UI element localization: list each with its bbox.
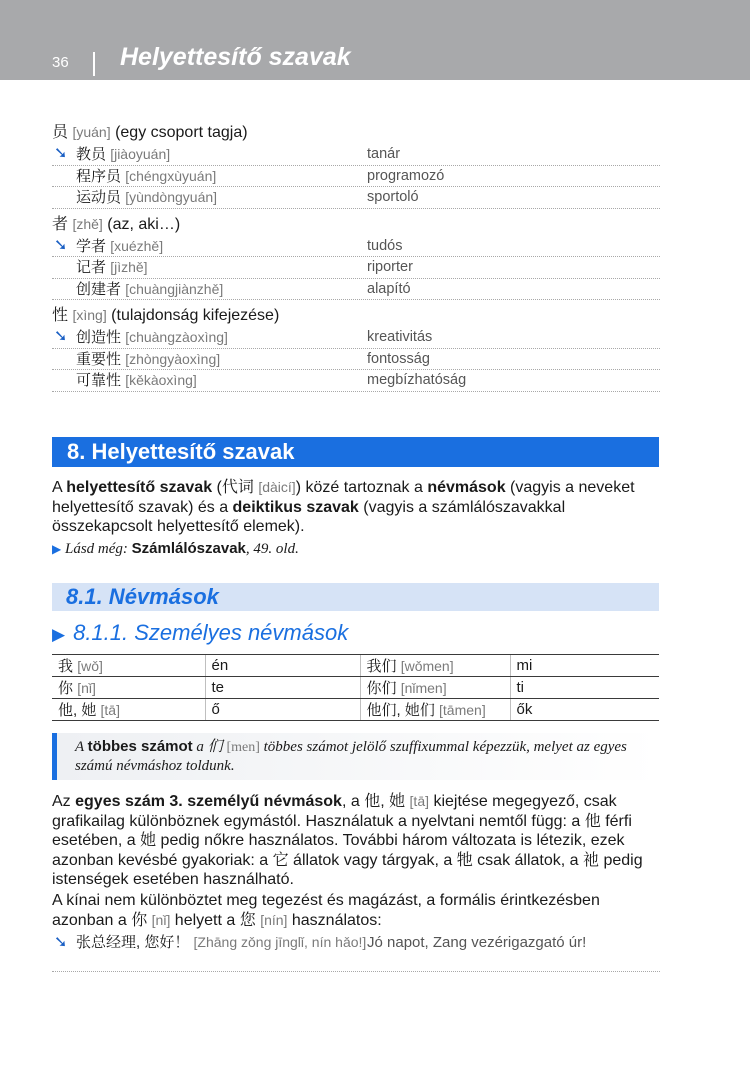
running-title: Helyettesítő szavak <box>120 43 351 71</box>
vocab-row: ➘ 创造性 [chuàngzàoxìng] kreativitás <box>52 327 660 349</box>
page-number: 36 <box>52 54 69 71</box>
vocab-row: 运动员 [yùndòngyuán] sportoló <box>52 187 660 209</box>
subsubsection-heading: ▶ 8.1.1. Személyes névmások <box>52 620 349 645</box>
formality-paragraph: A kínai nem különböztet meg tegezést és magázást, a formális érintkezésben azonban a 你 [nǐ] helyett a 您 [nín] használatos: <box>52 892 600 929</box>
vocab-row: 程序员 [chéngxùyuán] programozó <box>52 166 660 188</box>
vocab-head: 者 [zhě] (az, aki…) <box>52 215 181 233</box>
section-heading: 8. Helyettesítő szavak <box>52 437 659 467</box>
table-row: 你 [nǐ] te 你们 [nǐmen] ti <box>52 677 659 699</box>
subsection-heading: 8.1. Névmások <box>52 583 659 611</box>
arrow-down-right-icon: ➘ <box>54 145 68 162</box>
arrow-down-right-icon: ➘ <box>54 236 68 254</box>
vocab-row: 创建者 [chuàngjiànzhě] alapító <box>52 279 660 301</box>
vocab-head: 性 [xìng] (tulajdonság kifejezése) <box>52 307 280 324</box>
vocab-row: 可靠性 [kěkàoxìng] megbízhatóság <box>52 370 660 392</box>
example-sentence: ➘ 张总经理, 您好！ [Zhāng zǒng jīnglǐ, nín hǎo!] Jó napot, Zang vezérigazgató úr! <box>52 933 660 972</box>
header-separator <box>93 52 95 76</box>
arrow-down-right-icon: ➘ <box>54 934 68 951</box>
vocab-row: 重要性 [zhòngyàoxìng] fontosság <box>52 349 660 371</box>
pronoun-table <box>52 654 659 721</box>
third-person-paragraph: Az egyes szám 3. személyű névmások, a 他, 她 [tā] kiejtése megegyező, csak grafikailag különböznek egymástól. Használatuk a nyelvtani nemtől függ: a 他 férfi esetében, a 她 pedig nőkre használatos. További három változata is létezik, ezek azonban kevésbé gyakoriak: a 它 állatok vagy tárgyak, a 牠 csak állatok, a 祂 pedig istenségek esetében használható. <box>52 793 643 888</box>
see-also: ▶ Lásd még: Számlálószavak, 49. old. <box>52 540 299 557</box>
table-row: 我 [wǒ] én 我们 [wǒmen] mi <box>52 655 659 677</box>
triangle-right-icon: ▶ <box>52 542 62 556</box>
table-row: 他, 她 [tā] ő 他们, 她们 [tāmen] ők <box>52 699 659 721</box>
arrow-down-right-icon: ➘ <box>54 328 68 345</box>
vocab-head: 员 [yuán] (egy csoport tagja) <box>52 124 248 141</box>
page-header <box>0 0 750 80</box>
vocab-row: 记者 [jìzhě] riporter <box>52 257 660 279</box>
note-box: A többes számot a 们 [men] többes számot jelölő szuffixummal képezzük, melyet az egyes számú névmáshoz toldunk. <box>52 733 659 780</box>
see-also-link[interactable]: Számlálószavak <box>131 540 246 557</box>
vocabulary-list <box>52 120 660 392</box>
triangle-right-icon: ▶ <box>52 625 66 644</box>
vocab-row: ➘ 教员 [jiàoyuán] tanár <box>52 144 660 166</box>
intro-paragraph: A helyettesítő szavak (代词 [dàicí]) közé tartoznak a névmások (vagyis a neveket helyettesítő szavak) és a deiktikus szavak (vagyis a számlálószavakkal összekapcsolt helyettesítő elemek). <box>52 479 635 535</box>
vocab-row: ➘ 学者 [xuézhě] tudós <box>52 236 660 258</box>
